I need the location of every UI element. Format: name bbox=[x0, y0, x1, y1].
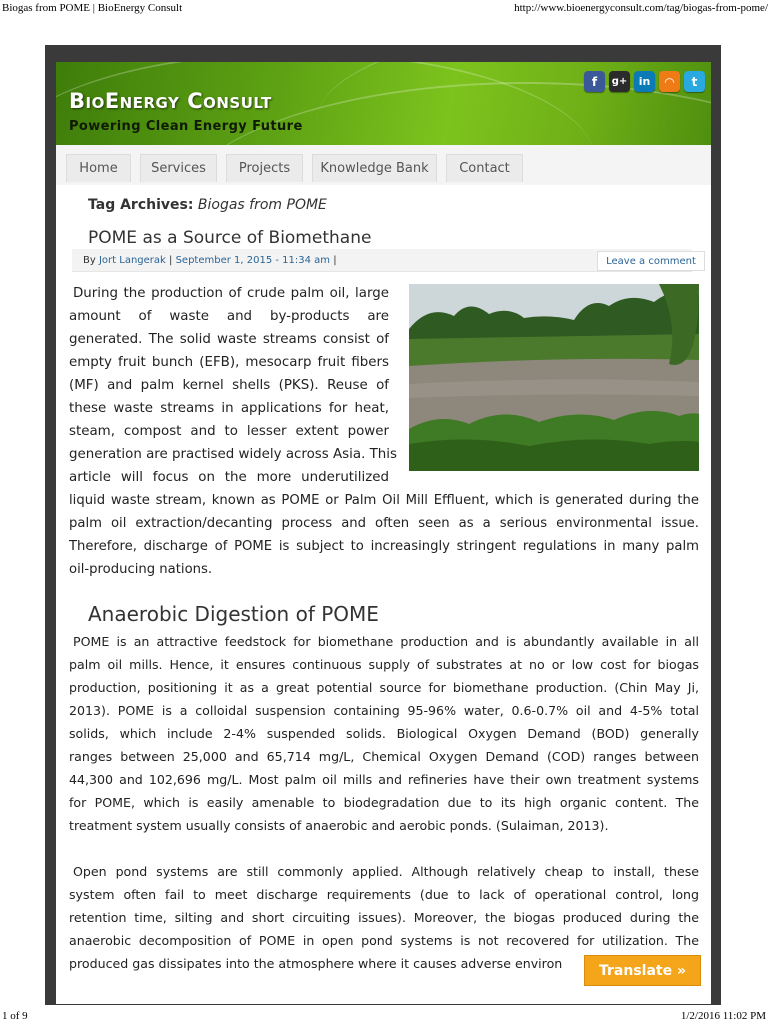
nav-knowledge-bank[interactable]: Knowledge Bank bbox=[312, 154, 437, 182]
para3-line: anaerobic decomposition of POME in open pond systems is not recovered for utilization. The bbox=[69, 933, 699, 948]
tag-archive-heading bbox=[88, 197, 327, 213]
facebook-icon[interactable]: f bbox=[584, 71, 605, 92]
intro-line: amount of waste and by-products are bbox=[69, 309, 389, 324]
post-meta bbox=[83, 255, 337, 266]
author-link[interactable]: Jort Langerak bbox=[98, 255, 166, 266]
para2-line: POME is an attractive feedstock for biomethane production and is abundantly available in all bbox=[73, 634, 699, 649]
print-url: http://www.bioenergyconsult.com/tag/biogas-from-pome/ bbox=[514, 2, 768, 14]
intro-line: article will focus on the more underutilized bbox=[69, 470, 389, 485]
para2-line: palm oil mills. Hence, it ensures continuous supply of substrates at no or low cost for biogas bbox=[69, 657, 699, 672]
print-footer bbox=[0, 1010, 768, 1024]
para3-line: Open pond systems are still commonly applied. Although relatively cheap to install, these bbox=[73, 864, 699, 879]
para2-line: production, positioning it as a great potential source for biomethane production. (Chin May Ji, bbox=[69, 680, 699, 695]
print-datetime: 1/2/2016 11:02 PM bbox=[680, 1010, 766, 1022]
web-page bbox=[56, 62, 711, 1004]
main-nav bbox=[56, 145, 711, 185]
site-tagline: Powering Clean Energy Future bbox=[69, 119, 303, 134]
para2-line: for POME, which is easily amenable to biodegradation due to its high organic content. The bbox=[69, 795, 699, 810]
nav-contact[interactable]: Contact bbox=[446, 154, 523, 182]
intro-line: steam, compost and to lesser extent power bbox=[69, 424, 389, 439]
section-heading: Anaerobic Digestion of POME bbox=[88, 602, 379, 626]
intro-paragraph-bottom bbox=[69, 489, 699, 581]
google-plus-icon[interactable]: g+ bbox=[609, 71, 630, 92]
intro-line: (MF) and palm kernel shells (PKS). Reuse of bbox=[69, 378, 389, 393]
leave-comment-button[interactable]: Leave a comment bbox=[597, 251, 705, 271]
twitter-icon[interactable]: t bbox=[684, 71, 705, 92]
para2-line: ranges between 25,000 and 65,714 mg/L, Chemical Oxygen Demand (COD) ranges between bbox=[69, 749, 699, 764]
meta-separator: | bbox=[333, 255, 337, 266]
post-meta-bar bbox=[72, 249, 696, 272]
intro-line: oil-producing nations. bbox=[69, 562, 213, 577]
para2-line: 2013). POME is a colloidal suspension containing 95-96% water, 0.6-0.7% oil and 4-5% total bbox=[69, 703, 699, 718]
intro-line: Therefore, discharge of POME is subject to increasingly stringent regulations in many palm bbox=[69, 539, 699, 554]
translate-button[interactable]: Translate » bbox=[584, 955, 701, 986]
intro-line: these waste streams in applications for heat, bbox=[69, 401, 389, 416]
tag-archive-value: Biogas from POME bbox=[197, 197, 327, 213]
intro-paragraph-top bbox=[69, 282, 397, 489]
post-title[interactable]: POME as a Source of Biomethane bbox=[88, 228, 372, 248]
meta-separator: | bbox=[169, 255, 173, 266]
tag-archive-label: Tag Archives: bbox=[88, 197, 194, 213]
nav-projects[interactable]: Projects bbox=[226, 154, 303, 182]
site-title[interactable]: BioEnergy Consult bbox=[69, 89, 272, 113]
post-image bbox=[409, 284, 699, 471]
print-page-title: Biogas from POME | BioEnergy Consult bbox=[2, 2, 183, 14]
site-banner bbox=[56, 62, 711, 145]
intro-line: empty fruit bunch (EFB), mesocarp fruit fibers bbox=[69, 355, 389, 370]
print-page-number: 1 of 9 bbox=[2, 1010, 28, 1022]
nav-services[interactable]: Services bbox=[140, 154, 217, 182]
intro-line: During the production of crude palm oil, large bbox=[73, 286, 389, 301]
linkedin-icon[interactable]: in bbox=[634, 71, 655, 92]
pond-photo bbox=[409, 284, 699, 471]
intro-line: liquid waste stream, known as POME or Palm Oil Mill Effluent, which is generated during the bbox=[69, 493, 699, 508]
para2-line: 44,300 and 102,696 mg/L. Most palm oil mills and refineries have their own treatment systems bbox=[69, 772, 699, 787]
meta-by: By bbox=[83, 255, 96, 266]
para3-line: produced gas dissipates into the atmosphere where it causes adverse environ bbox=[69, 956, 563, 971]
date-link[interactable]: September 1, 2015 - 11:34 am bbox=[175, 255, 331, 266]
social-icons bbox=[584, 71, 705, 92]
para3-line: system often fail to meet discharge requirements (due to lack of operational control, long bbox=[69, 887, 699, 902]
intro-line: palm oil extraction/decanting process and often seen as a serious environmental issue. bbox=[69, 516, 699, 531]
para2-line: solids, which include 2-4% suspended solids. Biological Oxygen Demand (BOD) generally bbox=[69, 726, 699, 741]
para2-line: treatment system usually consists of anaerobic and aerobic ponds. (Sulaiman, 2013). bbox=[69, 818, 609, 833]
print-header bbox=[0, 0, 768, 18]
para3-line: retention time, silting and short circuiting issues). Moreover, the biogas produced during the bbox=[69, 910, 699, 925]
pome-paragraph bbox=[69, 630, 699, 837]
nav-home[interactable]: Home bbox=[66, 154, 131, 182]
rss-icon[interactable]: ◠ bbox=[659, 71, 680, 92]
intro-line: generation are practised widely across Asia. This bbox=[69, 447, 397, 462]
intro-line: generated. The solid waste streams consist of bbox=[69, 332, 389, 347]
